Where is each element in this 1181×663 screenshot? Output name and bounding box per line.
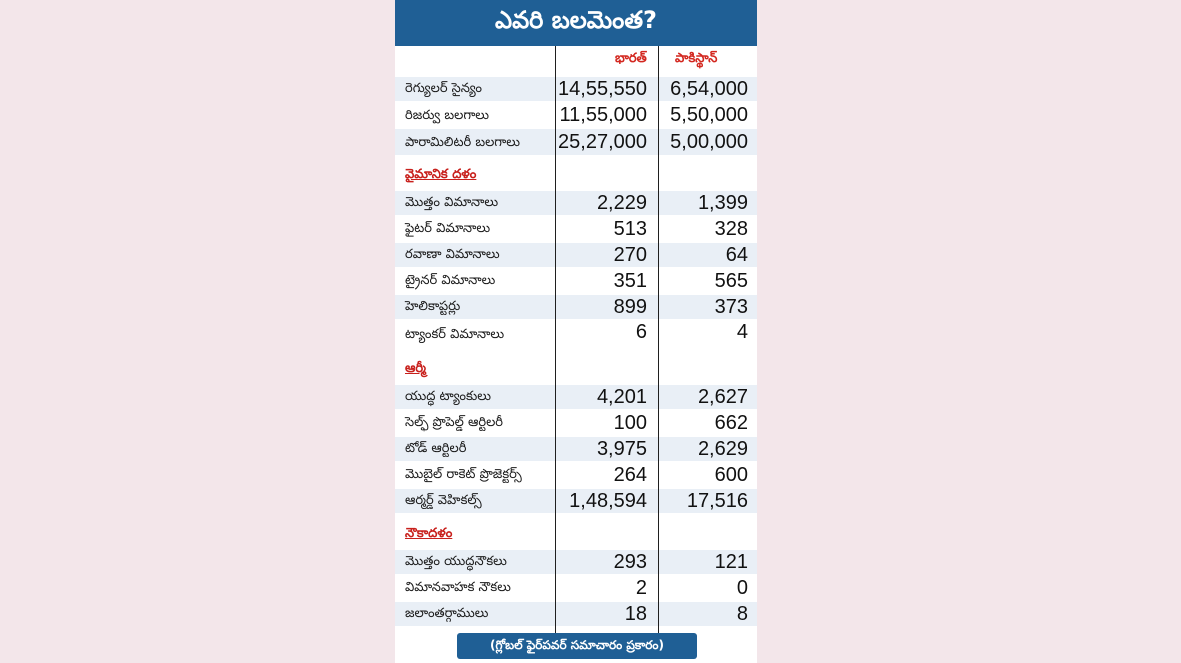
comparison-card — [395, 0, 757, 663]
pakistan-value: 328 — [714, 217, 748, 240]
row-label: రెగ్యులర్ సైన్యం — [405, 81, 483, 96]
india-value: 513 — [613, 217, 647, 240]
pakistan-value: 662 — [714, 411, 748, 434]
row-label: విమానవాహక నౌకలు — [405, 580, 511, 595]
pakistan-value: 565 — [714, 269, 748, 292]
india-value: 18 — [624, 602, 647, 625]
pakistan-value: 2,627 — [697, 385, 748, 408]
india-value: 3,975 — [596, 437, 647, 460]
pakistan-value: 5,50,000 — [670, 104, 748, 126]
india-value: 25,27,000 — [558, 130, 647, 153]
pakistan-value: 373 — [714, 295, 748, 318]
pakistan-value: 1,399 — [697, 191, 748, 214]
pakistan-value: 5,00,000 — [670, 130, 748, 153]
india-value: 270 — [613, 243, 647, 266]
table-row — [395, 243, 757, 267]
row-label: మొత్తం యుద్ధనౌకలు — [405, 554, 507, 569]
column-header-india: భారత్ — [615, 51, 647, 66]
row-label: మొత్తం విమానాలు — [405, 195, 499, 210]
india-value: 2,229 — [596, 191, 647, 214]
section-header — [395, 517, 757, 547]
table-row — [395, 191, 757, 215]
pakistan-value: 0 — [736, 576, 748, 599]
table-row — [395, 550, 757, 574]
pakistan-value: 6,54,000 — [670, 77, 748, 100]
pakistan-value: 8 — [736, 602, 748, 625]
india-value: 899 — [613, 295, 647, 318]
table-row — [395, 437, 757, 461]
table-row — [395, 321, 757, 347]
india-value: 264 — [613, 463, 647, 486]
table-row — [395, 411, 757, 435]
source-note: (గ్లోబల్ ఫైర్‌పవర్ సమాచారం ప్రకారం) — [457, 633, 697, 659]
table-row — [395, 77, 757, 101]
table-row — [395, 576, 757, 600]
row-label: టోడ్ ఆర్టిలరీ — [405, 441, 467, 456]
table-row — [395, 385, 757, 409]
table-row — [395, 269, 757, 293]
row-label: రిజర్వు బలగాలు — [405, 108, 490, 123]
india-value: 14,55,550 — [558, 77, 647, 100]
column-divider — [658, 46, 659, 633]
table-row — [395, 295, 757, 319]
table-row — [395, 103, 757, 128]
india-value: 4,201 — [596, 385, 647, 408]
india-value: 2 — [635, 576, 647, 599]
column-header-pakistan: పాకిస్థాన్ — [675, 51, 718, 66]
column-header-row — [395, 46, 757, 72]
india-value: 1,48,594 — [569, 489, 647, 512]
india-value: 293 — [613, 550, 647, 573]
row-label: ట్యాంకర్ విమానాలు — [405, 327, 505, 342]
row-label: పారామిలిటరీ బలగాలు — [405, 135, 520, 150]
row-label: ఫైటర్ విమానాలు — [405, 221, 491, 236]
pakistan-value: 121 — [714, 550, 748, 573]
row-label: హెలికాప్టర్లు — [405, 299, 461, 314]
india-value: 11,55,000 — [559, 104, 647, 126]
table-row — [395, 217, 757, 241]
section-title-army: ఆర్మీ — [405, 361, 426, 376]
pakistan-value: 2,629 — [697, 437, 748, 460]
india-value: 6 — [635, 321, 647, 343]
row-label: జలాంతర్గాములు — [405, 606, 489, 621]
pakistan-value: 17,516 — [686, 489, 748, 512]
row-label: యుద్ధ ట్యాంకులు — [405, 389, 491, 404]
section-title-navy: నౌకాదళం — [405, 526, 453, 541]
row-label: రవాణా విమానాలు — [405, 247, 500, 262]
pakistan-value: 4 — [736, 321, 748, 343]
table-row — [395, 463, 757, 487]
pakistan-value: 600 — [714, 463, 748, 486]
india-value: 351 — [613, 269, 647, 292]
table-row — [395, 489, 757, 513]
page-title: ఎవరి బలమెంత? — [395, 0, 757, 46]
column-divider — [555, 46, 556, 633]
row-label: మొబైల్ రాకెట్ ప్రొజెక్టర్స్ — [405, 467, 522, 482]
row-label: ఆర్మర్డ్ వెహికల్స్ — [405, 493, 482, 508]
table-row — [395, 602, 757, 626]
row-label: ట్రైనర్ విమానాలు — [405, 273, 496, 288]
row-label: సెల్ఫ్ ప్రొపెల్డ్ ఆర్టిలరీ — [405, 415, 504, 430]
pakistan-value: 64 — [725, 243, 748, 266]
india-value: 100 — [613, 411, 647, 434]
table-row — [395, 129, 757, 155]
section-title-airforce: వైమానిక దళం — [405, 167, 477, 182]
section-header — [395, 352, 757, 382]
section-header — [395, 158, 757, 188]
